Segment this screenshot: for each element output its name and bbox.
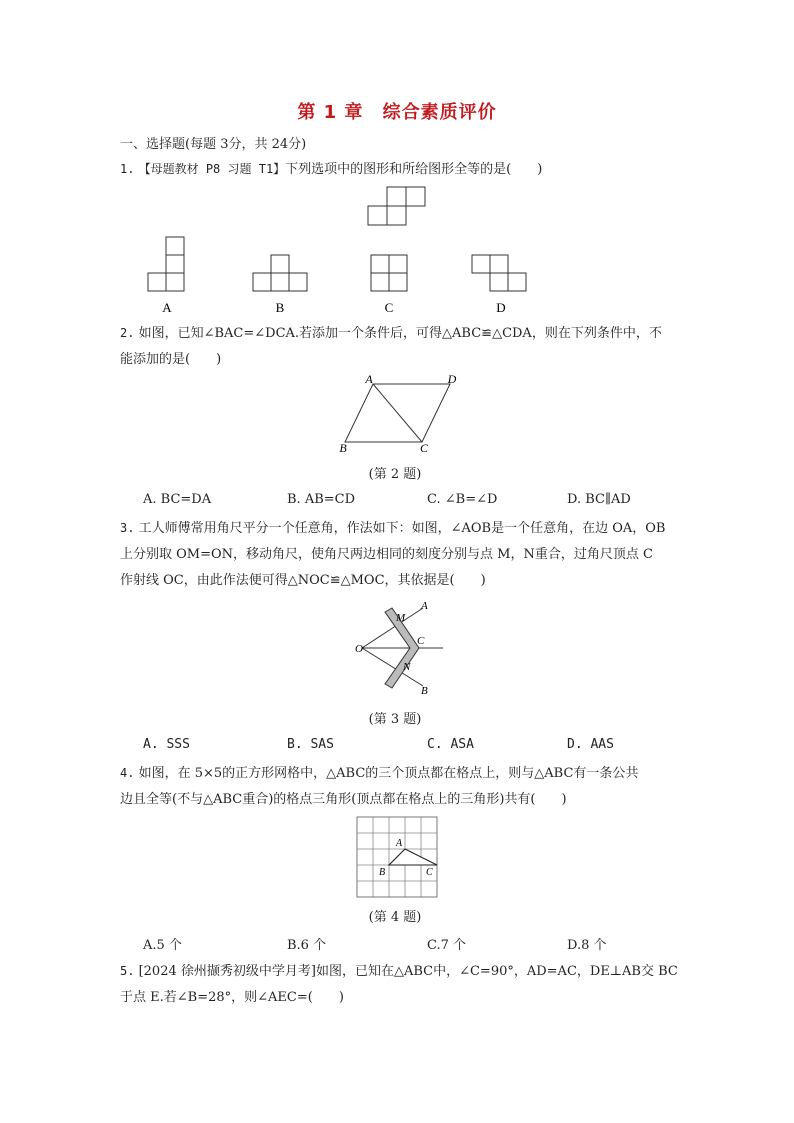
q3-option-b: B. SAS bbox=[287, 737, 334, 752]
question-line-2: 边且全等(不与△ABC重合)的格点三角形(顶点都在格点上的三角形)共有( ) bbox=[120, 792, 567, 807]
page-title bbox=[0, 98, 794, 124]
option-c-figure bbox=[371, 255, 407, 291]
q3-figure bbox=[345, 598, 455, 698]
q4-option-c: C.7 个 bbox=[427, 938, 467, 953]
option-c-label: C bbox=[384, 300, 394, 315]
point-o: O bbox=[355, 643, 363, 655]
q4-option-d: D.8 个 bbox=[567, 938, 607, 953]
option-a-figure bbox=[148, 237, 184, 291]
q4-grid-figure bbox=[355, 815, 439, 899]
q2-option-a: A. BC=DA bbox=[143, 492, 212, 507]
question-3 bbox=[120, 515, 690, 594]
q4-option-a: A.5 个 bbox=[143, 938, 182, 953]
q2-option-c: C. ∠B=∠D bbox=[427, 492, 498, 507]
q4-option-b: B.6 个 bbox=[287, 938, 327, 953]
question-text: 下列选项中的图形和所给图形全等的是( ) bbox=[285, 162, 543, 177]
q4-caption: (第 4 题) bbox=[368, 910, 422, 925]
question-line-2: 于点 E.若∠B=28°，则∠AEC=( ) bbox=[120, 990, 344, 1005]
option-b-figure bbox=[253, 255, 307, 291]
question-line-2: 上分别取 OM=ON，移动角尺，使角尺两边相同的刻度分别与点 M，N重合，过角尺顶点 C bbox=[120, 547, 653, 562]
option-a-label: A bbox=[162, 300, 172, 315]
question-4 bbox=[120, 760, 690, 813]
question-number: 5. bbox=[120, 964, 135, 978]
q2-option-d: D. BC∥AD bbox=[567, 492, 631, 507]
triangle-abc bbox=[389, 849, 437, 865]
point-c: C bbox=[419, 441, 429, 454]
point-d: D bbox=[447, 374, 457, 386]
point-c: C bbox=[426, 867, 433, 878]
chapter-name: 综合素质评价 bbox=[382, 102, 497, 123]
question-number: 4. bbox=[120, 766, 135, 780]
point-a: A bbox=[421, 600, 428, 612]
question-line-1: [2024 徐州撷秀初级中学月考]如图，已知在△ABC中，∠C=90°，AD=AC，DE⊥AB交 BC bbox=[138, 964, 678, 979]
q3-option-c: C. ASA bbox=[427, 737, 474, 752]
question-number: 3. bbox=[120, 521, 135, 535]
q3-option-d: D. AAS bbox=[567, 737, 614, 752]
point-b: B bbox=[339, 441, 347, 454]
given-figure bbox=[368, 187, 425, 225]
point-c: C bbox=[417, 635, 425, 647]
point-b: B bbox=[379, 867, 386, 878]
question-line-1: 如图，已知∠BAC=∠DCA.若添加一个条件后，可得△ABC≌△CDA，则在下列条件中，不 bbox=[138, 326, 662, 341]
chapter-label: 第 1 章 bbox=[297, 102, 364, 123]
q2-figure bbox=[330, 374, 470, 454]
q2-caption: (第 2 题) bbox=[368, 467, 422, 482]
q2-option-b: B. AB=CD bbox=[287, 492, 356, 507]
question-1 bbox=[120, 156, 680, 183]
q3-caption: (第 3 题) bbox=[368, 712, 422, 727]
question-line-1: 如图，在 5×5的正方形网格中，△ABC的三个顶点都在格点上，则与△ABC有一条公共 bbox=[138, 766, 639, 781]
question-2 bbox=[120, 320, 680, 373]
question-5 bbox=[120, 958, 690, 1011]
question-source: 【母题教材 P8 习题 T1】 bbox=[138, 162, 286, 176]
question-line-1: 工人师傅常用角尺平分一个任意角，作法如下：如图，∠AOB是一个任意角，在边 OA，OB bbox=[138, 521, 666, 536]
point-a: A bbox=[396, 838, 403, 849]
point-b: B bbox=[421, 685, 428, 697]
q1-figures bbox=[140, 180, 540, 320]
question-line-3: 作射线 OC，由此作法便可得△NOC≌△MOC，其依据是( ) bbox=[120, 573, 486, 588]
option-d-figure bbox=[472, 255, 526, 291]
question-line-2: 能添加的是( ) bbox=[120, 352, 222, 367]
point-a: A bbox=[365, 374, 373, 386]
q3-option-a: A. SSS bbox=[143, 737, 190, 752]
point-n: N bbox=[403, 661, 411, 673]
question-number: 1. bbox=[120, 162, 135, 176]
point-m: M bbox=[396, 612, 406, 624]
question-number: 2. bbox=[120, 326, 135, 340]
option-d-label: D bbox=[496, 300, 506, 315]
option-b-label: B bbox=[275, 300, 285, 315]
section-heading: 一、选择题(每题 3分，共 24分) bbox=[120, 137, 307, 152]
